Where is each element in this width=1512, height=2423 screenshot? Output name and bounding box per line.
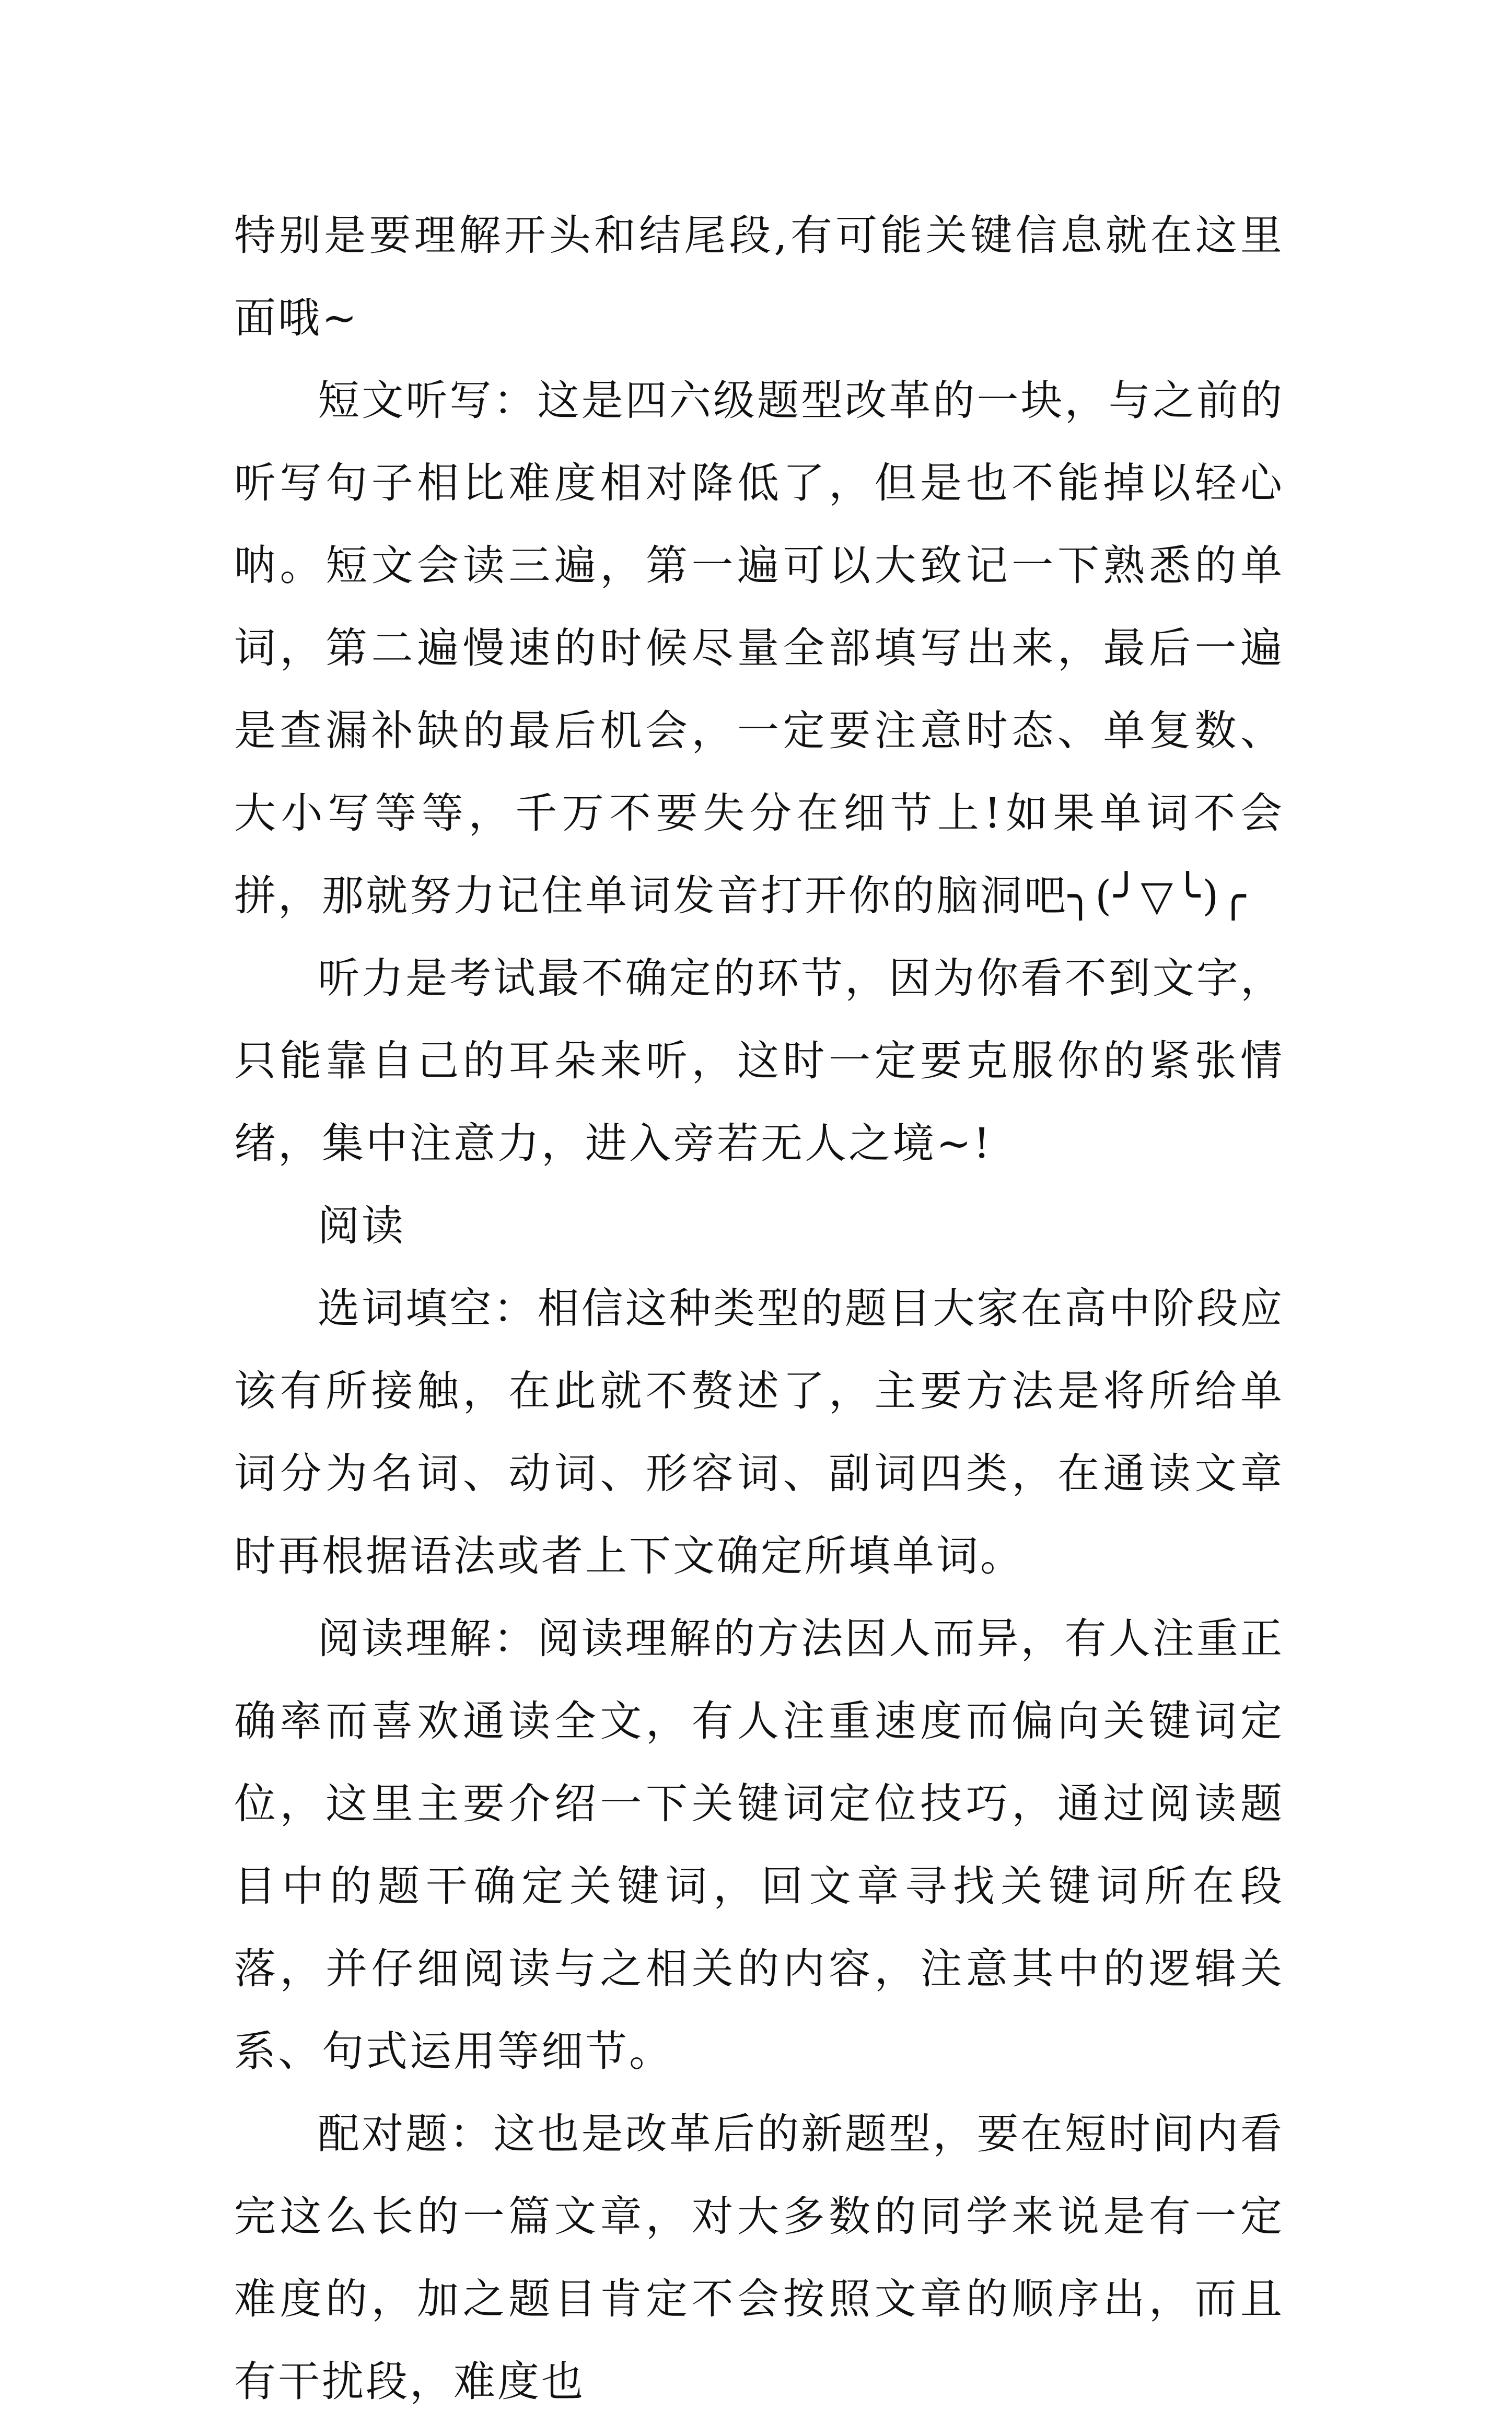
document-body [234,194,1284,2423]
paragraph-continuation: 特别是要理解开头和结尾段,有可能关键信息就在这里面哦~ [234,211,1284,342]
paragraph-reading-comprehension: 阅读理解：阅读理解的方法因人而异，有人注重正确率而喜欢通读全文，有人注重速度而偏向关键词定位，这里主要介绍一下关键词定位技巧，通过阅读题目中的题干确定关键词，回文章寻找关键词所在段落，并仔细阅读与之相关的内容，注意其中的逻辑关系、句式运用等细节。 [234,1614,1284,2076]
paragraph-matching: 配对题：这也是改革后的新题型，要在短时间内看完这么长的一篇文章，对大多数的同学来说是有一定难度的，加之题目肯定不会按照文章的顺序出，而且有干扰段，难度也 [234,2110,1284,2406]
paragraph-listening: 听力是考试最不确定的环节，因为你看不到文字，只能靠自己的耳朵来听，这时一定要克服你的紧张情绪，集中注意力，进入旁若无人之境~! [234,954,1284,1168]
paragraph-dictation: 短文听写：这是四六级题型改革的一块，与之前的听写句子相比难度相对降低了，但是也不能掉以轻心呐。短文会读三遍，第一遍可以大致记一下熟悉的单词，第二遍慢速的时候尽量全部填写出来，最后一遍是查漏补缺的最后机会，一定要注意时态、单复数、大小写等等，千万不要失分在细节上!如果单词不会拼，那就努力记住单词发音打开你的脑洞吧╮(╯▽╰)╭ [234,376,1284,920]
section-heading-reading: 阅读 [318,1202,405,1250]
paragraph-word-fill: 选词填空：相信这种类型的题目大家在高中阶段应该有所接触，在此就不赘述了，主要方法是将所给单词分为名词、动词、形容词、副词四类，在通读文章时再根据语法或者上下文确定所填单词。 [234,1284,1284,1580]
